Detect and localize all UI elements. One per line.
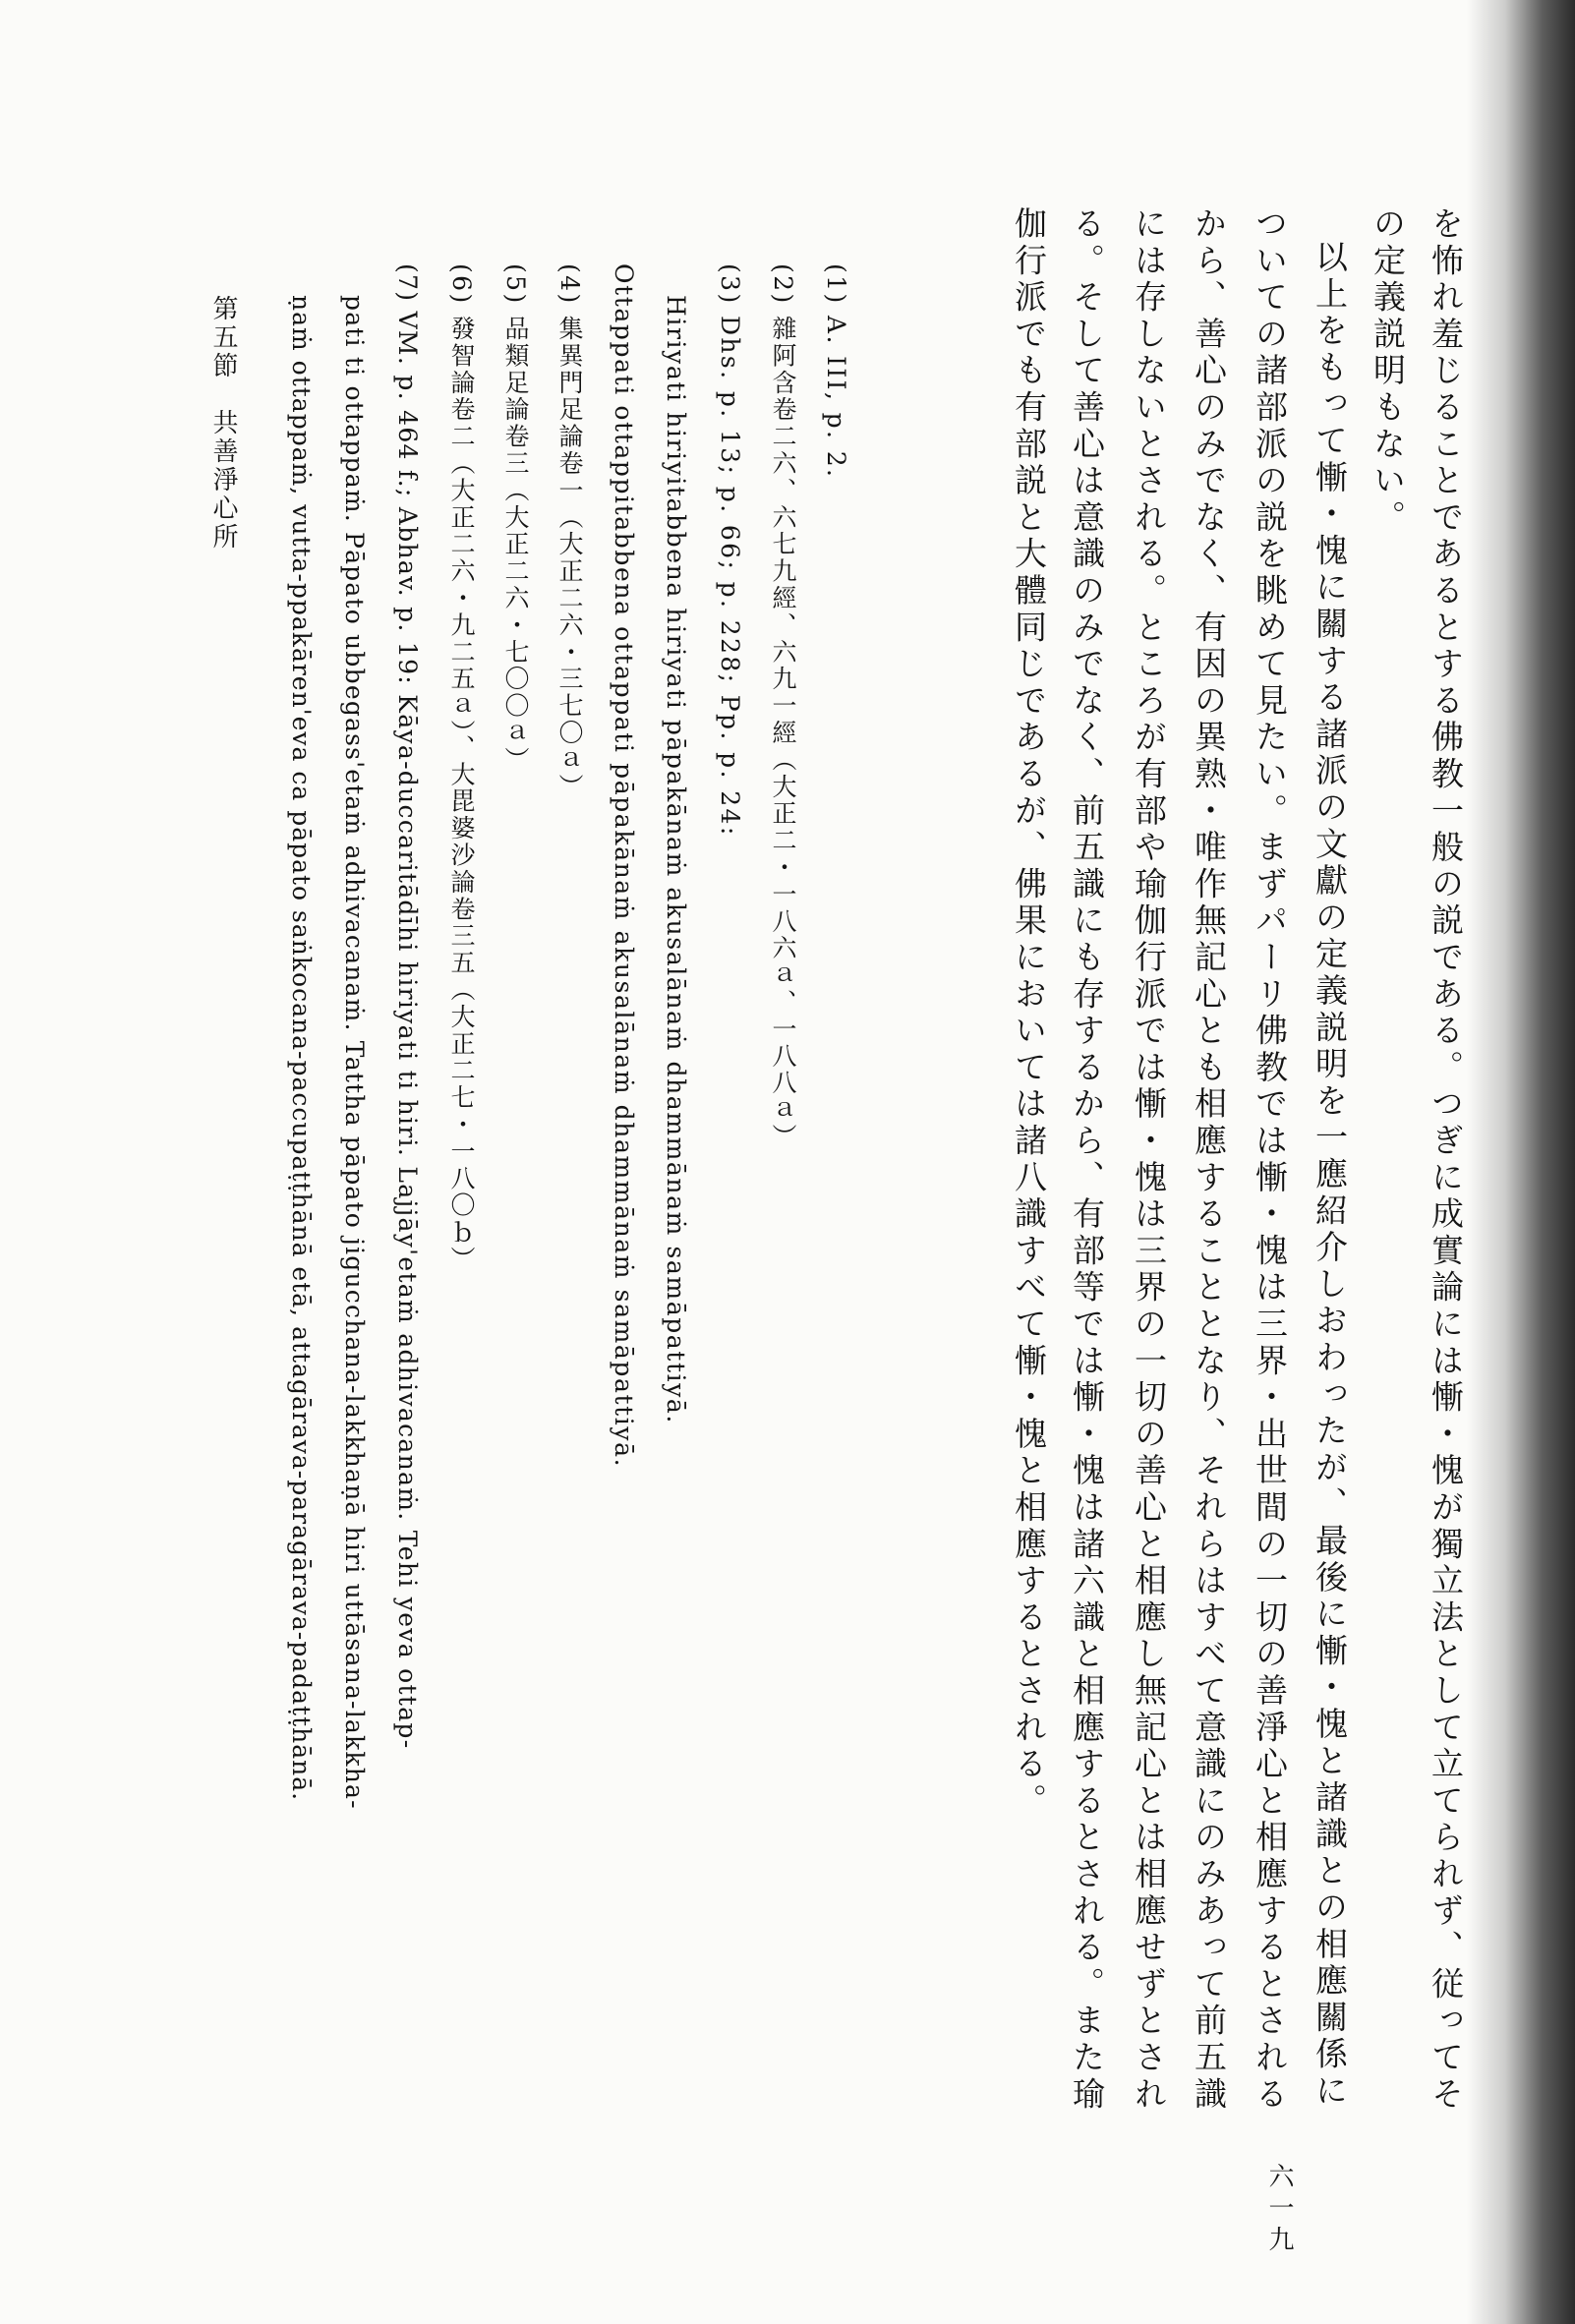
note-mark: (1) — [822, 263, 850, 306]
note-7 — [395, 263, 420, 1749]
note-text: 雜阿含卷二六、六七九經、六九一經（大正二・一八六ａ、一八八ａ） — [769, 315, 797, 1151]
body-line: る。そして善心は意識のみでなく、前五識にも存するから、有部等では慚・愧は諸六識と相應するとされる。また瑜 — [1068, 206, 1106, 2114]
body-line: 伽行派でも有部説と大體同じであるが、佛果においては諸八識すべて慚・愧と相應するとされる。 — [1010, 206, 1048, 1821]
note-3-pali-1: Hiriyati hiriyitabbena hiriyati pāpakānaṁ akusalānaṁ dhammānaṁ samāpattiyā. — [662, 295, 690, 1424]
note-7-cont-1: pati ti ottappaṁ. Pāpato ubbegass'etaṁ adhivacanaṁ. Tattha pāpato jigucchana-lakkhaṇā hiri uttāsana-lakkha- — [340, 295, 369, 1810]
note-3 — [718, 263, 742, 838]
note-6 — [449, 263, 474, 1273]
body-line: の定義説明もない。 — [1369, 206, 1407, 537]
body-line: には存しないとされる。ところが有部や瑜伽行派では慚・愧は三界の一切の善心と相應し無記心とは相應せずとされ — [1130, 206, 1168, 2114]
body-line: を怖れ羞じることであるとする佛教一般の説である。つぎに成實論には慚・愧が獨立法として立てられず、従ってそ — [1427, 206, 1465, 2114]
note-2 — [771, 263, 795, 1150]
note-mark: (5) — [501, 263, 530, 306]
note-5 — [503, 263, 528, 774]
note-7-cont-2: ṇaṁ ottappaṁ, vutta-ppakāren'eva ca pāpato saṅkocana-paccupaṭṭhānā etā, attagārava-paragārava-padaṭṭhānā. — [287, 295, 316, 1802]
note-1 — [824, 263, 848, 479]
note-mark: (7) — [393, 263, 422, 303]
scan-edge-shadow — [1467, 0, 1575, 2324]
body-line: 以上をもって慚・愧に關する諸派の文獻の定義説明を一應紹介しおわったが、最後に慚・愧と諸識との相應關係に — [1311, 240, 1349, 2111]
note-text: VM. p. 464 f.; Abhav. p. 19: Kāya-duccaritādīhi hiriyati ti hiri. Lajjāy'etaṁ adhivacanaṁ. Tehi yeva ottap- — [393, 311, 422, 1750]
note-mark: (3) — [716, 263, 744, 306]
section-title: 第五節 共善淨心所 — [208, 295, 238, 552]
note-4 — [557, 263, 582, 800]
note-text: 品類足論卷三（大正二六・七〇〇ａ） — [501, 315, 530, 774]
body-line: から、善心のみでなく、有因の異熟・唯作無記心とも相應することとなり、それらはすべて意識にのみあって前五識 — [1190, 206, 1228, 2114]
body-line: ついての諸部派の説を眺めて見たい。まずパーリ佛教では慚・愧は三界・出世間の一切の善淨心と相應するとされる — [1251, 206, 1289, 2114]
note-text: 集異門足論卷一（大正二六・三七〇ａ） — [555, 315, 584, 801]
note-mark: (4) — [555, 263, 584, 306]
note-mark: (2) — [769, 263, 797, 306]
note-3-pali-2: Ottappati ottappitabbena ottappati pāpakānaṁ akusalānaṁ dhammānaṁ samāpattiyā. — [610, 263, 638, 1469]
page-number: 六一九 — [1264, 2163, 1294, 2257]
note-text: A. III, p. 2. — [822, 315, 850, 480]
note-text: Dhs. p. 13; p. 66; p. 228; Pp. p. 24: — [716, 315, 744, 838]
note-text: 發智論卷二（大正二六・九二五ａ）、大毘婆沙論卷三五（大正二七・一八〇ｂ） — [447, 315, 476, 1273]
note-mark: (6) — [447, 263, 476, 306]
